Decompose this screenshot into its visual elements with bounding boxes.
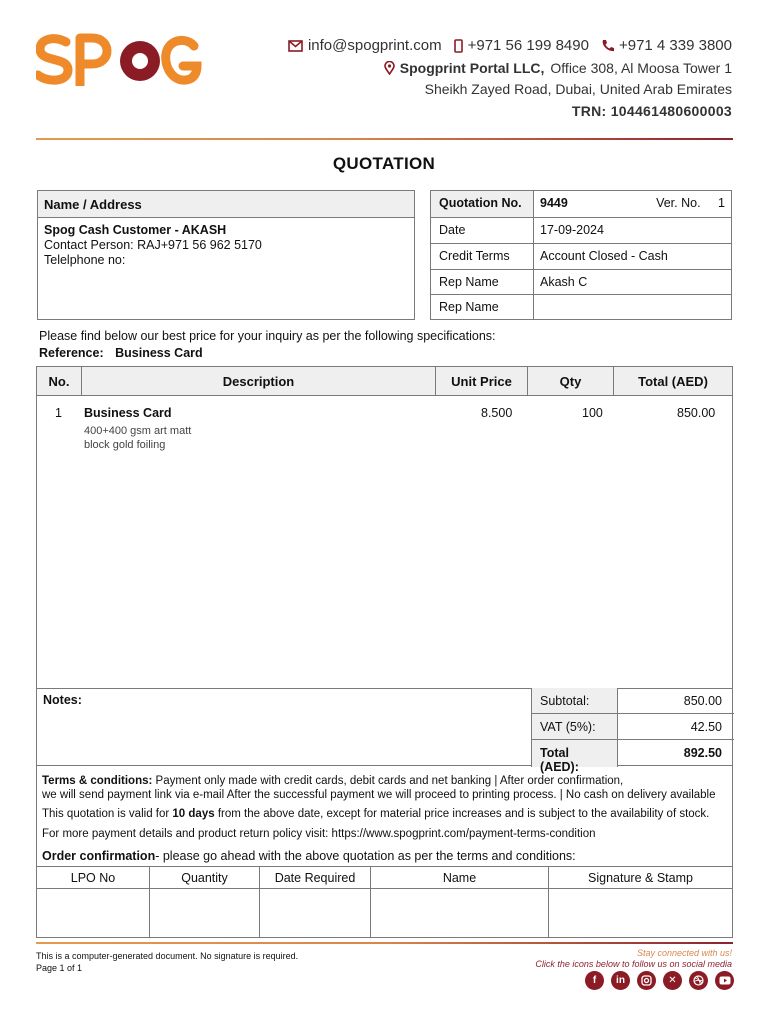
- quantity-header: Quantity: [150, 867, 260, 889]
- lpo-no-cell[interactable]: [37, 889, 150, 938]
- name-address-heading: Name / Address: [37, 190, 415, 218]
- order-confirmation-text: - please go ahead with the above quotation as per the terms and conditions:: [155, 849, 576, 863]
- rep-name-label-1: Rep Name: [431, 270, 534, 294]
- footer-divider: [36, 942, 733, 944]
- date-label: Date: [431, 218, 534, 243]
- spog-logo: [36, 30, 206, 90]
- telephone-label: Telelphone no:: [44, 253, 126, 267]
- date-value: 17-09-2024: [540, 223, 604, 237]
- company-name: Spogprint Portal LLC,: [399, 60, 545, 76]
- social-tagline: Stay connected with us!: [636, 948, 732, 958]
- location-pin-icon: [384, 61, 395, 75]
- terms-text-1: Payment only made with credit cards, debit cards and net banking | After order confirmation,: [155, 775, 624, 787]
- contact-line-2: [372, 60, 732, 76]
- rep-name-value-2: [534, 295, 731, 319]
- vat-label: VAT (5%):: [532, 714, 618, 739]
- date-required-cell[interactable]: [260, 889, 371, 938]
- signature-stamp-cell[interactable]: [549, 889, 732, 938]
- header-description: Description: [82, 367, 436, 396]
- social-instruction: Click the icons below to follow us on social media: [535, 959, 732, 969]
- item-detail-1: 400+400 gsm art matt: [84, 425, 192, 437]
- version-value: 1: [718, 196, 725, 210]
- rep-name-value-1: Akash C: [540, 275, 588, 289]
- subtotal-value: 850.00: [683, 694, 722, 708]
- header-qty: Qty: [528, 367, 614, 396]
- validity-days: 10 days: [172, 808, 215, 820]
- item-detail-2: block gold foiling: [84, 439, 166, 451]
- contact-person-value: RAJ+971 56 962 5170: [137, 238, 262, 252]
- version-label: Ver. No.: [656, 196, 701, 210]
- address-line-1: Office 308, Al Moosa Tower 1: [550, 60, 732, 76]
- header-no: No.: [37, 367, 82, 396]
- email-text[interactable]: info@spogprint.com: [307, 37, 442, 54]
- phone-text: +971 4 339 3800: [618, 37, 732, 54]
- contact-person-row: [44, 238, 408, 253]
- confirmation-table: [37, 866, 732, 937]
- quantity-cell[interactable]: [150, 889, 260, 938]
- name-cell[interactable]: [371, 889, 549, 938]
- phone-icon: [601, 39, 614, 52]
- item-total: 850.00: [677, 406, 716, 420]
- notes-label: Notes:: [43, 693, 82, 707]
- grand-total-row: [532, 740, 734, 774]
- date-row: [431, 218, 731, 244]
- rep-name-label-2: Rep Name: [431, 295, 534, 319]
- terms-section: [36, 766, 733, 938]
- item-qty: 100: [582, 406, 603, 420]
- contact-person-label: Contact Person:: [44, 238, 134, 252]
- items-table: [36, 366, 733, 774]
- page-number: Page 1 of 1: [36, 963, 83, 973]
- order-confirmation-line: [42, 849, 576, 863]
- grand-total-value: 892.50: [683, 746, 722, 760]
- grand-total-label: Total (AED):: [532, 740, 618, 767]
- vat-value: 42.50: [690, 720, 722, 734]
- youtube-icon[interactable]: [715, 971, 734, 990]
- validity-pre: This quotation is valid for: [42, 808, 170, 820]
- x-icon[interactable]: ✕: [663, 971, 682, 990]
- subtotal-row: [532, 688, 734, 714]
- totals-table: [531, 688, 733, 774]
- subtotal-label: Subtotal:: [532, 688, 618, 713]
- validity-line: [42, 808, 709, 820]
- terms-heading: Terms & conditions:: [42, 775, 153, 787]
- lpo-no-header: LPO No: [37, 867, 150, 889]
- address-line-2: Sheikh Zayed Road, Dubai, United Arab Emirates: [424, 81, 732, 97]
- facebook-icon[interactable]: f: [585, 971, 604, 990]
- rep-name-row-1: [431, 270, 731, 295]
- reference-value: Business Card: [115, 346, 203, 360]
- quotation-no-cell: [534, 191, 731, 217]
- credit-terms-label: Credit Terms: [431, 244, 534, 269]
- footer-note: This is a computer-generated document. No signature is required.: [36, 951, 299, 961]
- customer-name: Spog Cash Customer - AKASH: [44, 223, 227, 237]
- credit-terms-row: [431, 244, 731, 270]
- order-confirmation-heading: Order confirmation: [42, 849, 156, 863]
- contact-line-1: [276, 37, 732, 54]
- trn-number: TRN: 104461480600003: [571, 103, 732, 119]
- header-unit-price: Unit Price: [436, 367, 528, 396]
- mobile-text: +971 56 199 8490: [467, 37, 589, 54]
- quotation-no-row: [431, 191, 731, 218]
- header-total: Total (AED): [614, 367, 732, 396]
- date-required-header: Date Required: [260, 867, 371, 889]
- reference-row: [39, 346, 211, 360]
- version-group: [656, 196, 725, 212]
- credit-terms-value: Account Closed - Cash: [540, 249, 668, 263]
- item-unit-price: 8.500: [481, 406, 513, 420]
- validity-post: from the above date, except for material price increases and is subject to the availability of stock.: [217, 808, 710, 820]
- header-divider: [36, 138, 733, 140]
- item-no: 1: [55, 406, 62, 420]
- rep-name-row-2: [431, 295, 731, 319]
- email-icon: [288, 40, 303, 52]
- instagram-icon[interactable]: [637, 971, 656, 990]
- intro-text: Please find below our best price for your inquiry as per the following specifications:: [39, 329, 496, 343]
- terms-text-2: we will send payment link via e-mail After the successful payment we will proceed to printing process. | No cash on delivery available: [42, 789, 716, 801]
- dribbble-icon[interactable]: [689, 971, 708, 990]
- quotation-no-value: 9449: [540, 196, 568, 210]
- item-description-cell: [84, 406, 191, 452]
- quotation-no-label: Quotation No.: [431, 191, 534, 217]
- linkedin-icon[interactable]: in: [611, 971, 630, 990]
- mobile-icon: [454, 39, 463, 53]
- terms-line-1: [42, 775, 623, 787]
- page-title: QUOTATION: [332, 154, 436, 173]
- quotation-info-table: [430, 190, 732, 320]
- name-header: Name: [371, 867, 549, 889]
- more-info-line: For more payment details and product return policy visit: https://www.spogprint.com/payment-terms-condition: [42, 828, 596, 840]
- vat-row: [532, 714, 734, 740]
- item-description: Business Card: [84, 406, 172, 420]
- name-address-box: [37, 217, 415, 320]
- reference-label: Reference:: [39, 346, 104, 360]
- social-icons: [585, 971, 734, 990]
- signature-stamp-header: Signature & Stamp: [549, 867, 732, 889]
